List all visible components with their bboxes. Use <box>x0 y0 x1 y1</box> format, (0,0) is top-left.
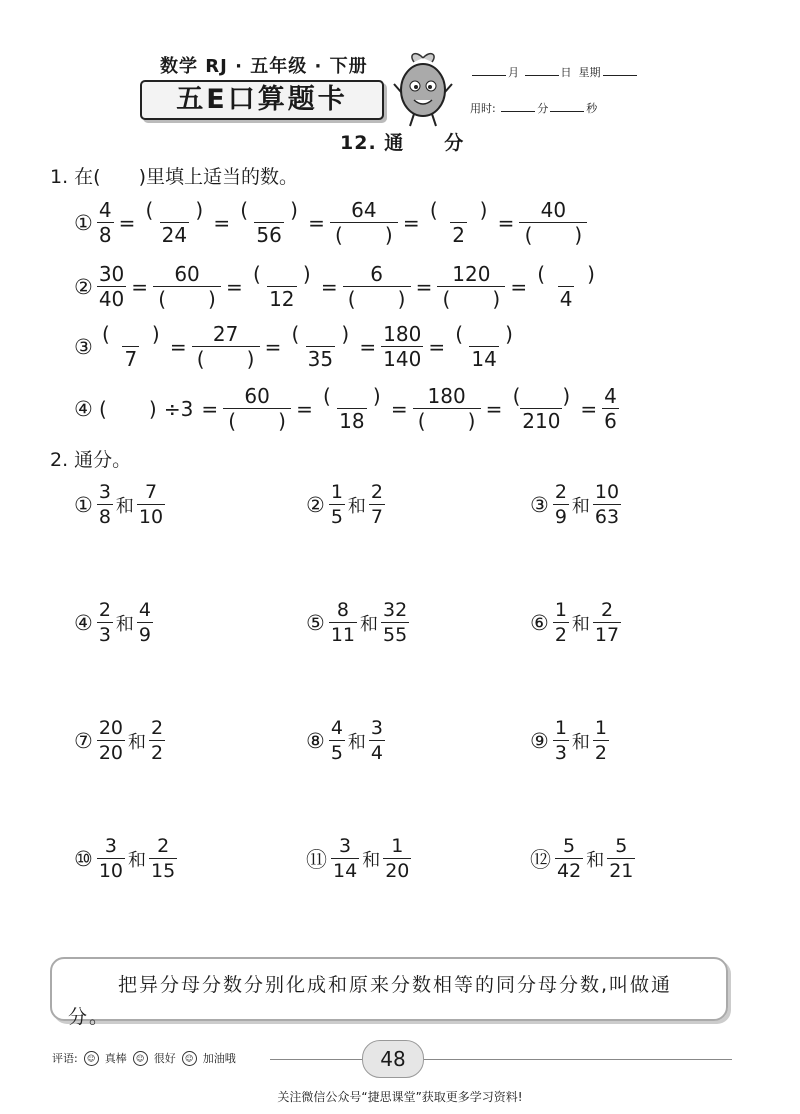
number: 8 <box>98 223 112 247</box>
fraction <box>318 384 386 433</box>
item-number: ⑥ <box>530 610 549 635</box>
time-line: 用时: 分 秒 <box>470 102 598 115</box>
item-number: ③ <box>530 492 549 517</box>
blank-answer[interactable] <box>427 198 491 222</box>
fraction <box>223 384 291 433</box>
q1-row <box>74 384 620 433</box>
smile-face-icon: ☺ <box>182 1051 197 1066</box>
item-number: ⑩ <box>74 846 93 871</box>
equals-sign: = <box>118 210 136 235</box>
blank-answer[interactable] <box>439 287 503 311</box>
number: 5 <box>330 506 343 528</box>
fraction <box>97 598 113 647</box>
blank-answer[interactable] <box>142 198 206 222</box>
equals-sign: = <box>580 396 598 421</box>
q1-row <box>74 262 601 311</box>
number: 9 <box>138 624 152 646</box>
fraction-pair-item <box>74 480 166 529</box>
number: 14 <box>333 860 358 882</box>
number: 2 <box>600 599 614 621</box>
fraction <box>553 716 569 765</box>
number: 17 <box>594 624 620 646</box>
footer-rule <box>420 1059 732 1060</box>
blank-answer[interactable] <box>96 397 160 421</box>
fraction <box>607 834 635 883</box>
fraction <box>97 716 125 765</box>
fraction <box>330 198 398 247</box>
number: 5 <box>563 835 576 857</box>
q1-row <box>74 198 588 247</box>
smile-face-icon: ☺ <box>133 1051 148 1066</box>
and-word: 和 <box>115 495 134 517</box>
number: 18 <box>339 409 365 433</box>
fraction <box>248 262 316 311</box>
question-2-title: 2. 通分。 <box>50 449 132 471</box>
number: 30 <box>98 262 125 286</box>
fraction <box>140 198 208 247</box>
equals-sign: = <box>226 274 243 299</box>
fraction <box>450 322 518 371</box>
and-word: 和 <box>571 613 590 635</box>
number: 8 <box>336 599 349 621</box>
fraction <box>413 384 481 433</box>
lesson-title: 12. 通 分 <box>340 132 465 154</box>
number: 24 <box>161 223 188 247</box>
item-number: ⑨ <box>530 728 549 753</box>
number: 21 <box>609 860 634 882</box>
item-number: ① <box>74 210 93 235</box>
card-banner: 五E口算题卡 <box>140 80 384 120</box>
and-word: 和 <box>115 613 134 635</box>
equals-sign: = <box>308 210 325 235</box>
number: 20 <box>98 717 124 739</box>
fraction <box>381 598 409 647</box>
number: 40 <box>540 198 567 222</box>
equals-sign: = <box>359 334 377 359</box>
fraction-pair-item <box>530 716 610 765</box>
fraction <box>593 598 621 647</box>
fraction <box>553 480 569 529</box>
number: 20 <box>385 860 410 882</box>
and-word: 和 <box>360 613 379 635</box>
number: 180 <box>427 384 466 408</box>
fraction <box>329 716 345 765</box>
blank-answer[interactable] <box>415 409 479 433</box>
question-1-title: 1. 在( )里填上适当的数。 <box>50 166 298 188</box>
blank-answer[interactable] <box>345 287 409 311</box>
number: 4 <box>559 287 573 311</box>
number: 2 <box>370 481 384 503</box>
and-word: 和 <box>128 849 147 871</box>
item-number: ⑪ <box>306 847 327 872</box>
number: 55 <box>383 624 408 646</box>
fraction-pair-item <box>306 598 410 647</box>
fraction-pair-item <box>74 716 166 765</box>
number: 40 <box>98 287 125 311</box>
blank-answer[interactable] <box>194 347 258 371</box>
number: 210 <box>522 409 561 433</box>
number: 42 <box>557 860 582 882</box>
number: 2 <box>151 742 164 764</box>
number: 5 <box>330 742 343 764</box>
number: 6 <box>370 262 383 286</box>
number: 1 <box>330 481 343 503</box>
number: 10 <box>138 506 164 528</box>
footer-rule <box>270 1059 370 1060</box>
fraction-pair-item <box>306 716 386 765</box>
number: 7 <box>144 481 158 503</box>
number: 5 <box>615 835 628 857</box>
fraction <box>329 598 357 647</box>
number: 6 <box>604 409 617 433</box>
fraction <box>593 480 621 529</box>
definition-note: 把异分母分数分别化成和原来分数相等的同分母分数,叫做通分。 <box>50 957 728 1021</box>
fraction <box>235 198 303 247</box>
fraction <box>153 262 221 311</box>
fraction <box>97 198 114 247</box>
number: 3 <box>98 481 111 503</box>
q1-row <box>74 322 519 371</box>
number: 56 <box>256 223 282 247</box>
page-number: 48 <box>362 1040 424 1078</box>
item-number: ③ <box>74 334 93 359</box>
blank-answer[interactable] <box>534 262 598 286</box>
fraction <box>507 384 575 433</box>
and-word: 和 <box>571 731 590 753</box>
and-word: 和 <box>128 731 147 753</box>
blank-answer[interactable] <box>332 223 396 247</box>
fraction-pair-item <box>74 598 154 647</box>
fraction <box>437 262 505 311</box>
fraction <box>343 262 411 311</box>
number: 14 <box>471 347 497 371</box>
fraction <box>192 322 260 371</box>
number: 9 <box>554 506 567 528</box>
fraction-pair-item <box>530 598 622 647</box>
fraction <box>381 322 423 371</box>
number: 10 <box>98 860 124 882</box>
fraction <box>383 834 411 883</box>
fraction <box>532 262 600 311</box>
fraction <box>137 598 153 647</box>
fraction <box>149 716 165 765</box>
number: 2 <box>554 624 567 646</box>
number: 1 <box>594 717 608 739</box>
equals-sign: = <box>201 396 219 421</box>
number: 4 <box>330 717 343 739</box>
equals-sign: = <box>169 334 187 359</box>
number: 7 <box>370 506 384 528</box>
and-word: 和 <box>362 849 381 871</box>
blank-answer[interactable] <box>99 322 163 346</box>
item-number: ④ <box>74 610 93 635</box>
fraction <box>97 262 126 311</box>
number: 140 <box>383 347 422 371</box>
item-number: ⑧ <box>306 728 325 753</box>
fraction <box>553 598 569 647</box>
fraction-pair-item <box>306 834 412 883</box>
and-word: 和 <box>347 495 366 517</box>
number: 27 <box>212 322 239 346</box>
number: 1 <box>554 717 567 739</box>
fraction <box>137 480 165 529</box>
equals-sign: = <box>402 210 420 235</box>
blank-answer[interactable] <box>509 384 573 408</box>
number: 10 <box>594 481 620 503</box>
equals-sign: = <box>390 396 408 421</box>
blank-answer[interactable] <box>250 262 314 286</box>
smile-face-icon: ☺ <box>84 1051 99 1066</box>
item-number: ② <box>306 492 325 517</box>
number: 1 <box>554 599 567 621</box>
number: 60 <box>244 384 270 408</box>
fraction <box>425 198 493 247</box>
equals-sign: = <box>428 334 446 359</box>
number: 32 <box>383 599 408 621</box>
number: 3 <box>104 835 117 857</box>
fraction <box>331 834 359 883</box>
fraction <box>593 716 609 765</box>
number: 2 <box>452 223 465 247</box>
number: 2 <box>554 481 567 503</box>
equals-sign: = <box>510 274 528 299</box>
subject-line: 数学 RJ · 五年级 · 下册 <box>160 56 368 77</box>
fraction <box>97 322 165 371</box>
fraction <box>602 384 619 433</box>
number: 20 <box>98 742 124 764</box>
evaluation-row: 评语: ☺ 真棒 ☺ 很好 ☺ 加油哦 <box>52 1052 236 1065</box>
number: 2 <box>157 835 170 857</box>
number: 3 <box>339 835 352 857</box>
blank-answer[interactable] <box>237 198 301 222</box>
fraction <box>149 834 177 883</box>
fraction <box>369 716 385 765</box>
and-word: 和 <box>586 849 605 871</box>
blank-answer[interactable] <box>452 322 516 346</box>
fraction-pair-item <box>530 834 636 883</box>
number: 3 <box>98 624 111 646</box>
fraction <box>519 198 587 247</box>
mascot-icon <box>392 50 454 128</box>
fraction <box>555 834 583 883</box>
fraction <box>369 480 385 529</box>
equals-sign: = <box>296 396 313 421</box>
item-number: ① <box>74 492 93 517</box>
fraction <box>286 322 354 371</box>
fraction <box>97 834 125 883</box>
item-number: ④ <box>74 396 93 421</box>
equals-sign: = <box>320 274 338 299</box>
number: 4 <box>138 599 152 621</box>
fraction <box>97 480 113 529</box>
number: 64 <box>351 198 377 222</box>
blank-answer[interactable] <box>320 384 384 408</box>
date-line: 月 日 星期 <box>470 64 639 80</box>
number: 15 <box>151 860 176 882</box>
number: 120 <box>452 262 491 286</box>
blank-answer[interactable] <box>288 322 352 346</box>
number: 1 <box>391 835 404 857</box>
equals-sign: = <box>213 210 231 235</box>
fraction-pair-item <box>74 834 178 883</box>
number: 11 <box>330 624 356 646</box>
footer-notice: 关注微信公众号“捷思课堂”获取更多学习资料! <box>277 1090 523 1104</box>
fraction-pair-item <box>306 480 386 529</box>
item-number: ⑦ <box>74 728 93 753</box>
blank-answer[interactable] <box>521 223 585 247</box>
and-word: 和 <box>347 731 366 753</box>
number: 7 <box>124 347 138 371</box>
number: 3 <box>370 717 384 739</box>
number: 35 <box>307 347 334 371</box>
number: 4 <box>604 384 617 408</box>
number: 2 <box>98 599 111 621</box>
number: 3 <box>554 742 567 764</box>
number: 180 <box>383 322 422 346</box>
fraction-pair-item <box>530 480 622 529</box>
blank-answer[interactable] <box>155 287 219 311</box>
item-number: ⑫ <box>530 847 551 872</box>
equals-sign: = <box>415 274 433 299</box>
item-number: ② <box>74 274 93 299</box>
number: 2 <box>151 717 164 739</box>
equals-sign: = <box>485 396 503 421</box>
blank-answer[interactable] <box>225 409 289 433</box>
operator: ÷3 <box>163 396 194 421</box>
number: 60 <box>174 262 200 286</box>
number: 2 <box>594 742 608 764</box>
equals-sign: = <box>131 274 149 299</box>
fraction <box>329 480 345 529</box>
number: 4 <box>98 198 112 222</box>
number: 12 <box>269 287 295 311</box>
item-number: ⑤ <box>306 610 325 635</box>
number: 63 <box>594 506 620 528</box>
number: 8 <box>98 506 111 528</box>
equals-sign: = <box>497 210 515 235</box>
number: 4 <box>370 742 384 764</box>
equals-sign: = <box>264 334 282 359</box>
and-word: 和 <box>571 495 590 517</box>
